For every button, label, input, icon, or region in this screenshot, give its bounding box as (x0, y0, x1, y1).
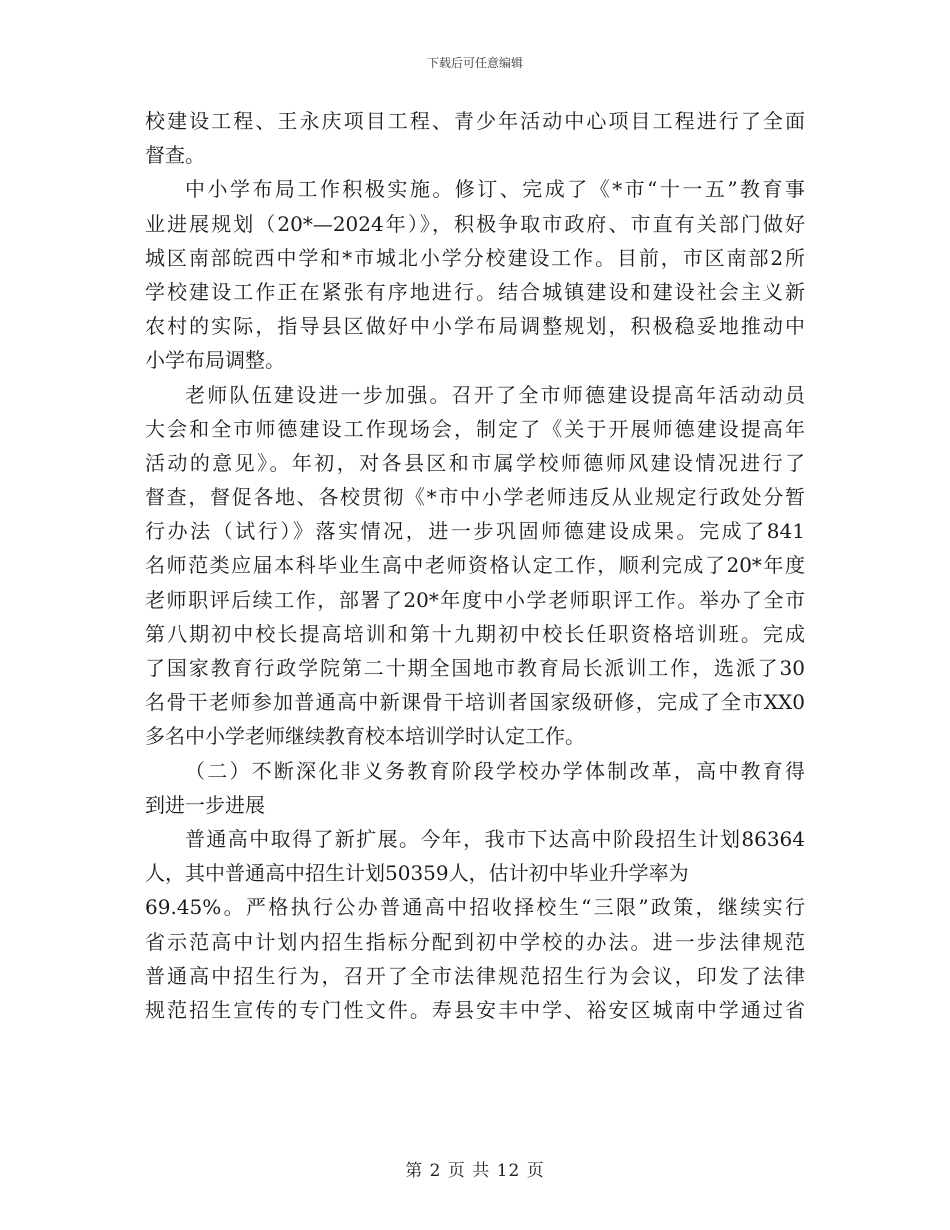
paragraph-line: 普通高中取得了新扩展。今年，我市下达高中阶段招生计划86364 (185, 826, 805, 851)
paragraph-line: 了国家教育行政学院第二十期全国地市教育局长派训工作，选派了30 (145, 656, 805, 680)
paragraph-line: 小学布局调整。 (145, 348, 285, 373)
paragraph-line: 省示范高中计划内招生指标分配到初中学校的办法。进一步法律规范 (145, 929, 805, 954)
paragraph-line: 校建设工程、王永庆项目工程、青少年活动中心项目工程进行了全面 (145, 109, 805, 133)
paragraph-line: 规范招生宣传的专门性文件。寿县安丰中学、裕安区城南中学通过省 (145, 997, 805, 1022)
paragraph-line: 城区南部皖西中学和*市城北小学分校建设工作。目前，市区南部2所 (145, 245, 805, 270)
paragraph-line: 名骨干老师参加普通高中新课骨干培训者国家级研修，完成了全市XX0 (145, 690, 805, 715)
paragraph-line: 多名中小学老师继续教育校本培训学时认定工作。 (145, 724, 585, 749)
paragraph-line: 普通高中招生行为，召开了全市法律规范招生行为会议，印发了法律 (145, 963, 805, 988)
document-body (145, 104, 805, 1027)
paragraph-line: 中小学布局工作积极实施。修订、完成了《*市“十一五”教育事 (185, 177, 805, 202)
paragraph-line: 老师职评后续工作，部署了20*年度中小学老师职评工作。举办了全市 (145, 587, 805, 612)
page-header: 下载后可任意编辑 (426, 56, 523, 70)
section-heading-line: 到进一步进展 (145, 792, 265, 817)
paragraph-line: 名师范类应届本科毕业生高中老师资格认定工作，顺利完成了20*年度 (145, 553, 805, 578)
paragraph-line: 督查，督促各地、各校贯彻《*市中小学老师违反从业规定行政处分暂 (145, 485, 805, 510)
paragraph-line: 第八期初中校长提高培训和第十九期初中校长任职资格培训班。完成 (145, 621, 805, 646)
paragraph-line: 活动的意见》。年初，对各县区和市属学校师德师风建设情况进行了 (145, 450, 805, 475)
paragraph-line: 行办法（试行）》落实情况，进一步巩固师德建设成果。完成了841 (145, 519, 805, 544)
page-footer: 第 2 页 共 12 页 (405, 1161, 545, 1181)
paragraph-line: 农村的实际，指导县区做好中小学布局调整规划，积极稳妥地推动中 (145, 314, 805, 339)
paragraph-line: 69.45%。严格执行公办普通高中招收择校生“三限”政策，继续实行 (145, 895, 805, 920)
paragraph-line: 老师队伍建设进一步加强。召开了全市师德建设提高年活动动员 (185, 382, 805, 407)
paragraph-line: 大会和全市师德建设工作现场会，制定了《关于开展师德建设提高年 (145, 416, 805, 441)
paragraph-line: 人，其中普通高中招生计划50359人，估计初中毕业升学率为 (145, 861, 689, 886)
paragraph-line: 业进展规划（20*—2024年）》，积极争取市政府、市直有关部门做好 (145, 211, 805, 236)
section-heading-line: （二）不断深化非义务教育阶段学校办学体制改革，高中教育得 (185, 758, 805, 783)
paragraph-line: 督查。 (145, 143, 205, 168)
paragraph-line: 学校建设工作正在紧张有序地进行。结合城镇建设和建设社会主义新 (145, 279, 805, 304)
